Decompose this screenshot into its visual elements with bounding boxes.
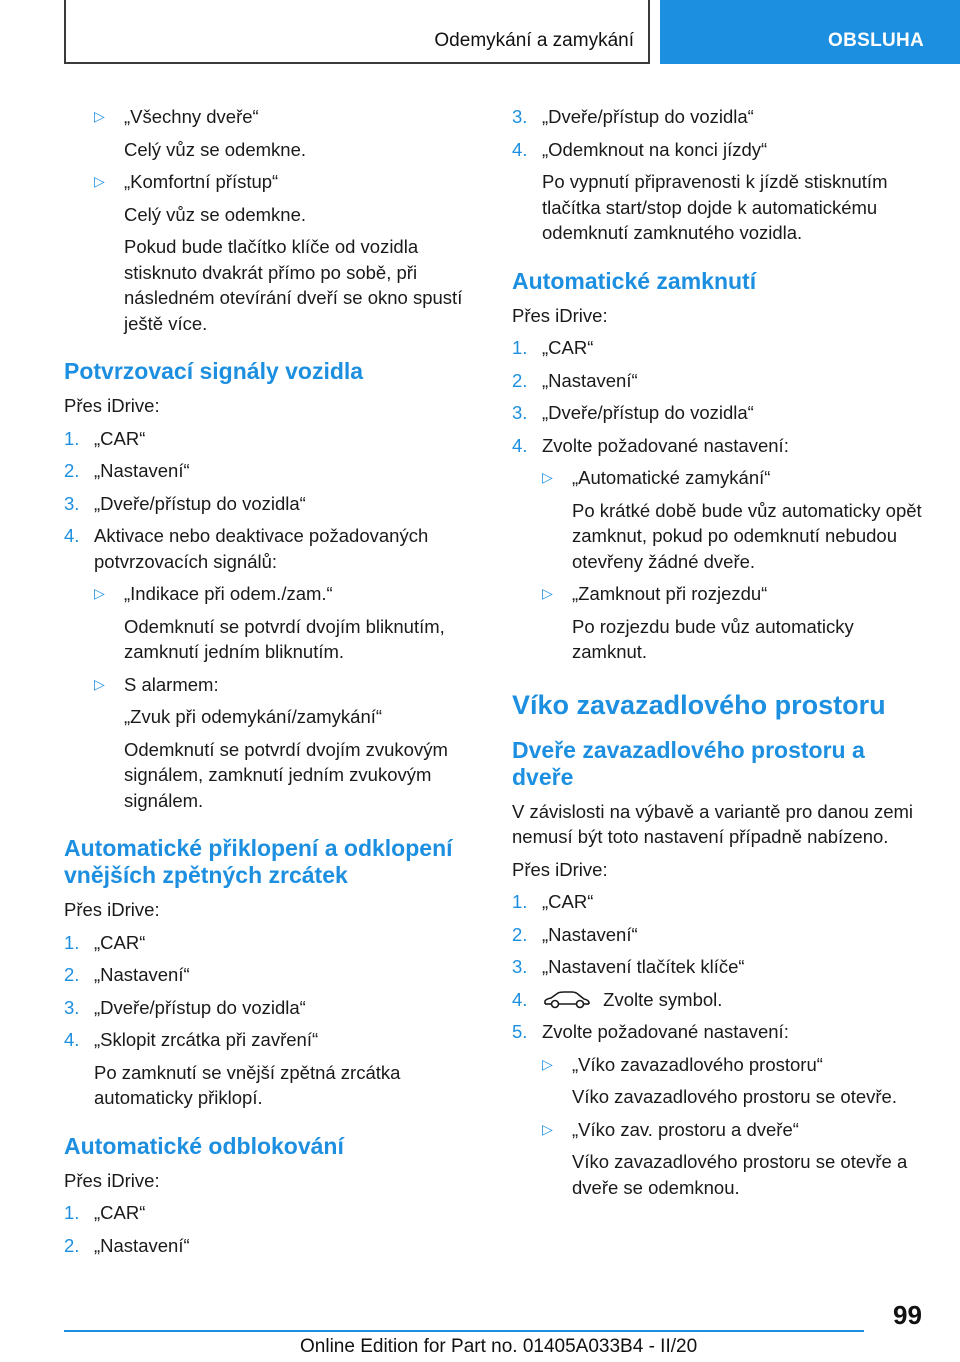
step-item bbox=[512, 400, 932, 426]
step-text: „Dveře/přístup do vozidla“ bbox=[542, 106, 754, 127]
step-number: 5. bbox=[512, 1021, 528, 1042]
step-number: 3. bbox=[64, 996, 80, 1018]
step-item bbox=[512, 104, 932, 130]
step-text: „Nastavení“ bbox=[94, 964, 190, 985]
step-text: „Nastavení“ bbox=[94, 1234, 190, 1256]
bullet-text: Odemknutí se potvrdí dvojím bliknutím, zamknutí jedním bliknutím. bbox=[124, 615, 445, 662]
bullet-triangle-icon: ▷ bbox=[542, 1120, 553, 1137]
step-text: Zvolte symbol. bbox=[603, 988, 723, 1010]
step-number: 4. bbox=[512, 434, 528, 456]
bullet-triangle-icon: ▷ bbox=[94, 108, 105, 124]
step-number: 3. bbox=[64, 492, 80, 514]
step-text: Po vypnutí připravenosti k jízdě stisknutím tlačítka start/stop dojde k automatickému odemknutí zamknutého vozidla. bbox=[542, 171, 888, 243]
step-text: „Dveře/přístup do vozidla“ bbox=[94, 492, 306, 514]
footer-edition: Online Edition for Part no. 01405A033B4 - II/20 bbox=[300, 1336, 698, 1357]
step-number: 4. bbox=[64, 1029, 80, 1050]
bullet-label: „Indikace při odem./zam.“ bbox=[124, 583, 333, 604]
bullet-triangle-icon: ▷ bbox=[94, 173, 105, 189]
step-item bbox=[512, 987, 932, 1013]
section-heading: Automatické zamknutí bbox=[512, 267, 757, 294]
intro-text: Přes iDrive: bbox=[512, 858, 608, 880]
step-number: 1. bbox=[512, 891, 528, 912]
step-number: 1. bbox=[64, 427, 80, 449]
step-item bbox=[64, 1233, 478, 1259]
bullet-item bbox=[512, 1052, 932, 1078]
bullet-text: Víko zavazadlového prostoru se otevře a dveře se odemknou. bbox=[572, 1151, 908, 1198]
step-number: 2. bbox=[512, 923, 528, 945]
step-number: 4. bbox=[64, 525, 80, 546]
bullet-text: Odemknutí se potvrdí dvojím zvukovým signálem, zamknutí jedním zvukovým signálem. bbox=[124, 738, 448, 811]
right-column bbox=[512, 104, 932, 1207]
bullet-label: S alarmem: bbox=[124, 673, 219, 695]
step-item bbox=[512, 433, 932, 459]
step-text: „CAR“ bbox=[94, 931, 146, 953]
bullet-triangle-icon: ▷ bbox=[542, 585, 553, 601]
bullet-label: „Víko zav. prostoru a dveře“ bbox=[572, 1118, 799, 1140]
bullet-label: „Zamknout při rozjezdu“ bbox=[572, 583, 768, 604]
bullet-item bbox=[64, 169, 478, 195]
header-chapter-tab bbox=[660, 0, 960, 64]
page-number: 99 bbox=[893, 1300, 922, 1330]
bullet-item bbox=[64, 581, 478, 607]
step-text: „Sklopit zrcátka při zavření“ bbox=[94, 1029, 319, 1050]
step-number: 4. bbox=[512, 138, 528, 160]
step-item bbox=[512, 889, 932, 915]
step-number: 1. bbox=[64, 1202, 80, 1223]
step-number: 4. bbox=[512, 988, 528, 1010]
bullet-text: Po krátké době bude vůz automaticky opět zamknut, pokud po odemknutí nebudou otevřeny žádné dveře. bbox=[572, 499, 922, 572]
header-chapter-title: OBSLUHA bbox=[828, 30, 925, 51]
step-text: „Nastavení“ bbox=[542, 923, 638, 945]
step-item bbox=[64, 962, 478, 988]
step-text: „CAR“ bbox=[94, 1202, 146, 1223]
note-text: V závislosti na výbavě a variantě pro danou zemi nemusí být toto nastavení případně nabízeno. bbox=[512, 800, 914, 847]
step-text: „Nastavení tlačítek klíče“ bbox=[542, 956, 745, 977]
chapter-heading: Víko zavazadlového prostoru bbox=[512, 689, 886, 720]
step-number: 2. bbox=[64, 964, 80, 985]
step-number: 2. bbox=[64, 460, 80, 481]
step-text: Zvolte požadované nastavení: bbox=[542, 434, 789, 456]
step-number: 3. bbox=[512, 106, 528, 127]
bullet-item bbox=[64, 672, 478, 698]
step-text: „Dveře/přístup do vozidla“ bbox=[94, 996, 306, 1018]
intro-text: Přes iDrive: bbox=[64, 899, 160, 920]
car-icon bbox=[542, 989, 592, 1011]
step-text: Zvolte požadované nastavení: bbox=[542, 1021, 789, 1042]
step-text: Po zamknutí se vnější zpětná zrcátka automaticky přiklopí. bbox=[94, 1061, 401, 1108]
header-section-title: Odemykání a zamykání bbox=[434, 30, 634, 51]
step-text: „CAR“ bbox=[542, 891, 594, 912]
section-heading: Dveře zavazadlového prostoru a dveře bbox=[512, 736, 865, 790]
bullet-triangle-icon: ▷ bbox=[94, 585, 105, 601]
step-item bbox=[512, 922, 932, 948]
step-item bbox=[64, 458, 478, 484]
bullet-item bbox=[512, 1117, 932, 1143]
bullet-text: „Zvuk při odemykání/zamykání“ bbox=[124, 706, 383, 727]
section-heading: Potvrzovací signály vozidla bbox=[64, 358, 364, 384]
step-text: „Nastavení“ bbox=[94, 460, 190, 481]
step-item bbox=[64, 930, 478, 956]
intro-text: Přes iDrive: bbox=[512, 304, 608, 326]
step-item bbox=[512, 335, 932, 361]
step-number: 3. bbox=[512, 956, 528, 977]
bullet-triangle-icon: ▷ bbox=[542, 469, 553, 485]
step-item bbox=[64, 1200, 478, 1226]
header-section-box bbox=[64, 0, 650, 64]
step-number: 1. bbox=[512, 337, 528, 358]
bullet-item bbox=[512, 581, 932, 607]
step-text: „CAR“ bbox=[542, 337, 594, 358]
section-heading: Automatické přiklopení a odklopení vnějších zpětných zrcátek bbox=[64, 835, 453, 888]
bullet-item bbox=[512, 465, 932, 491]
bullet-label: „Všechny dveře“ bbox=[124, 106, 259, 127]
bullet-label: „Víko zavazadlového prostoru“ bbox=[572, 1053, 823, 1075]
step-item bbox=[64, 1027, 478, 1053]
step-item bbox=[64, 523, 478, 574]
step-text: „Nastavení“ bbox=[542, 369, 638, 391]
step-item bbox=[64, 426, 478, 452]
step-number: 2. bbox=[512, 369, 528, 391]
bullet-triangle-icon: ▷ bbox=[94, 675, 105, 692]
step-item bbox=[64, 995, 478, 1021]
step-number: 3. bbox=[512, 402, 528, 423]
step-item bbox=[512, 954, 932, 980]
step-number: 1. bbox=[64, 931, 80, 953]
step-item bbox=[512, 137, 932, 163]
step-item bbox=[512, 1019, 932, 1045]
bullet-text: Celý vůz se odemkne. bbox=[124, 203, 307, 225]
footer-divider bbox=[64, 1330, 864, 1332]
bullet-text: Celý vůz se odemkne. bbox=[124, 138, 307, 160]
bullet-item bbox=[64, 104, 478, 130]
intro-text: Přes iDrive: bbox=[64, 1169, 160, 1191]
step-text: „Odemknout na konci jízdy“ bbox=[542, 138, 768, 160]
step-text: „CAR“ bbox=[94, 427, 146, 449]
step-text: „Dveře/přístup do vozidla“ bbox=[542, 402, 754, 423]
intro-text: Přes iDrive: bbox=[64, 395, 160, 416]
bullet-triangle-icon: ▷ bbox=[542, 1055, 553, 1072]
step-item bbox=[64, 491, 478, 517]
bullet-label: „Komfortní přístup“ bbox=[124, 171, 279, 192]
bullet-label: „Automatické zamykání“ bbox=[572, 467, 771, 488]
step-item bbox=[512, 368, 932, 394]
step-number: 2. bbox=[64, 1234, 80, 1256]
bullet-text: Pokud bude tlačítko klíče od vozidla stisknuto dvakrát přímo po sobě, při následném otevírání dveří se okno spustí ještě více. bbox=[124, 236, 463, 334]
bullet-text: Po rozjezdu bude vůz automaticky zamknut. bbox=[572, 615, 854, 662]
step-text: Aktivace nebo deaktivace požadovaných potvrzovacích signálů: bbox=[94, 525, 429, 572]
left-column bbox=[64, 104, 478, 1265]
section-heading: Automatické odblokování bbox=[64, 1132, 344, 1159]
bullet-text: Víko zavazadlového prostoru se otevře. bbox=[572, 1086, 897, 1107]
